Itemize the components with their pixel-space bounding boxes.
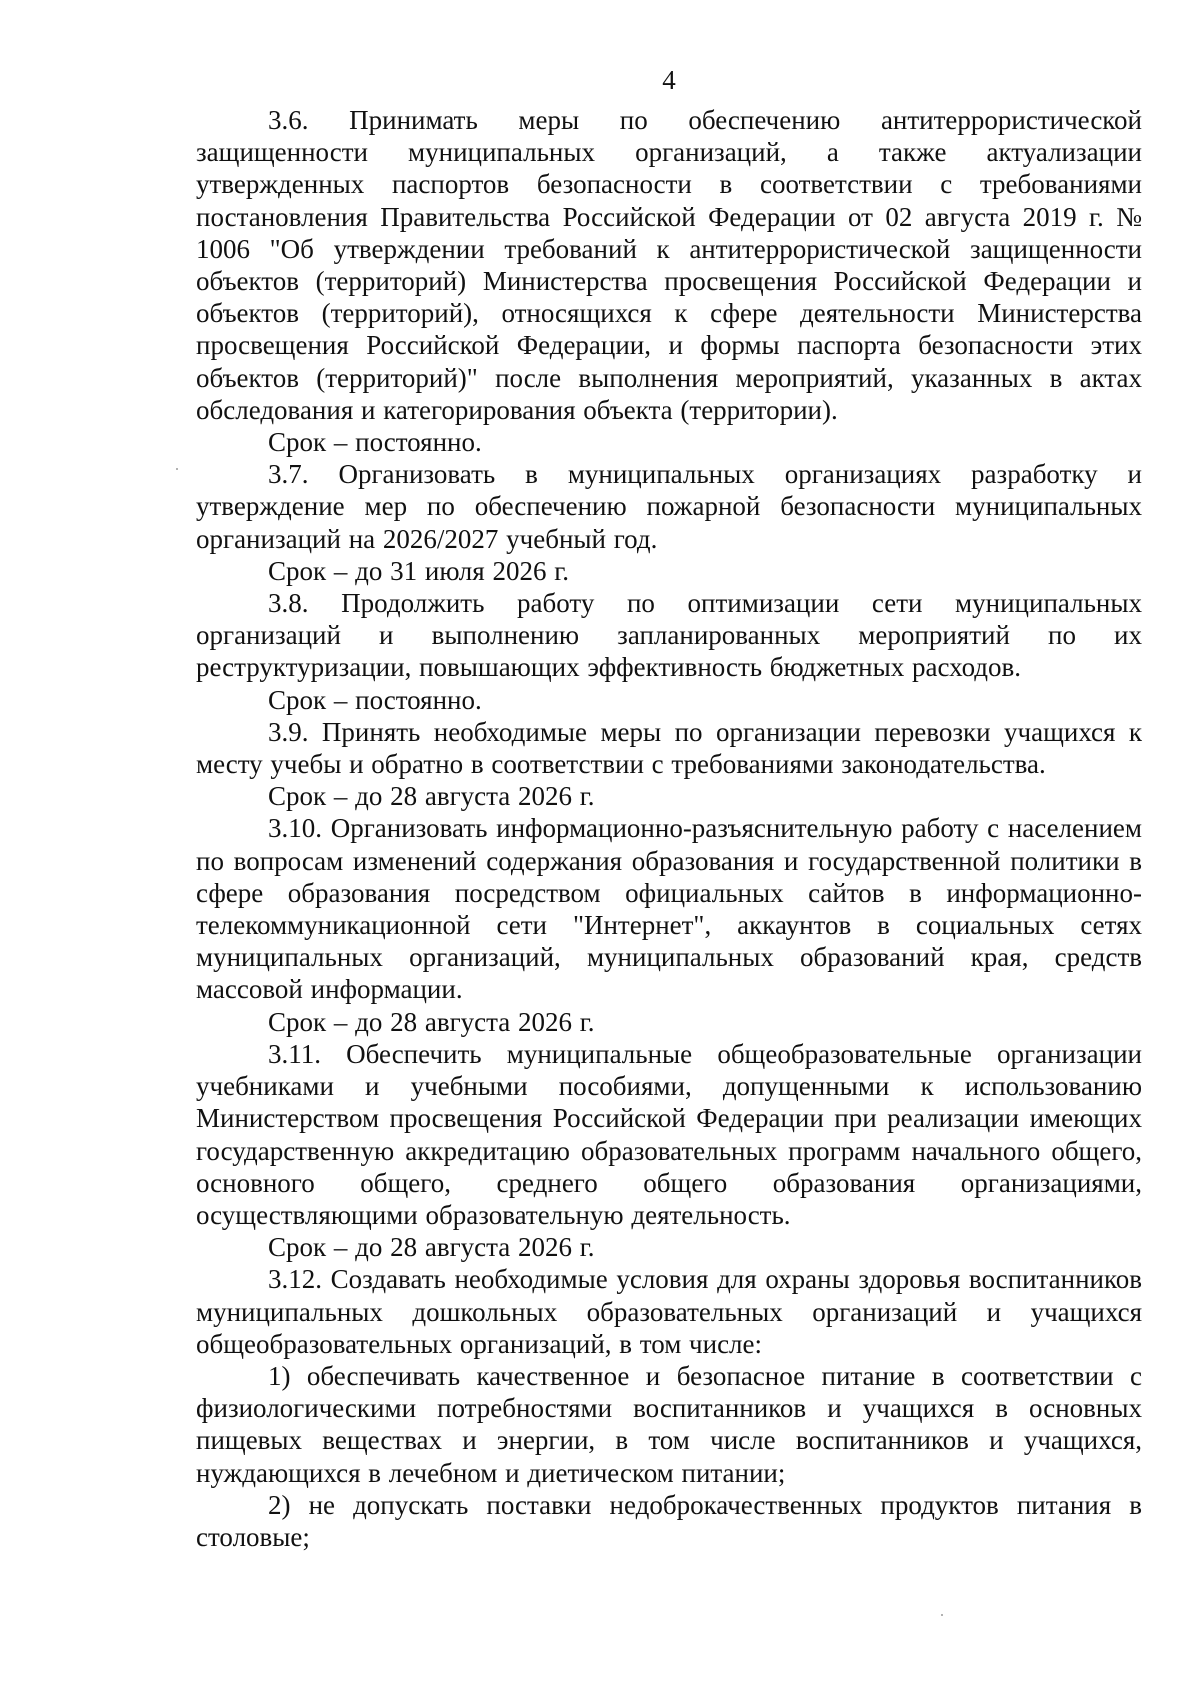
deadline-3-10: Срок – до 28 августа 2026 г. [268, 1006, 595, 1037]
scan-speck [176, 468, 178, 470]
deadline-3-7: Срок – до 31 июля 2026 г. [268, 555, 569, 586]
paragraph-3-8: 3.8. Продолжить работу по оптимизации сети муниципальных организаций и выполнению запланированных мероприятий по их реструктуризации, повышающих эффективность бюджетных расходов. [196, 588, 1142, 683]
paragraph-3-10: 3.10. Организовать информационно-разъяснительную работу с населением по вопросам изменений содержания образования и государственной политики в сфере образования посредством официальных сайтов в информационно-телекоммуникационной сети "Интернет", аккаунтов в социальных сетях муниципальных организаций, муниципальных образований края, средств массовой информации. [196, 813, 1142, 1005]
deadline-3-8: Срок – постоянно. [268, 684, 482, 715]
paragraph-3-6: 3.6. Принимать меры по обеспечению антитеррористической защищенности муниципальных организаций, а также актуализации утвержденных паспортов безопасности в соответствии с требованиями постановления Правительства Российской Федерации от 02 августа 2019 г. № 1006 "Об утверждении требований к антитеррористической защищенности объектов (территорий) Министерства просвещения Российской Федерации и объектов (территорий), относящихся к сфере деятельности Министерства просвещения Российской Федерации, и формы паспорта безопасности этих объектов (территорий)" после выполнения мероприятий, указанных в актах обследования и категорирования объекта (территории). [196, 105, 1142, 425]
paragraph-3-12: 3.12. Создавать необходимые условия для охраны здоровья воспитанников муниципальных дошкольных образовательных организаций и учащихся общеобразовательных организаций, в том числе: [196, 1264, 1142, 1359]
paragraph-3-9: 3.9. Принять необходимые меры по организации перевозки учащихся к месту учебы и обратно в соответствии с требованиями законодательства. [196, 716, 1142, 780]
deadline-3-6: Срок – постоянно. [268, 427, 482, 458]
page-number: 4 [662, 65, 676, 95]
paragraph-3-12-item-1: 1) обеспечивать качественное и безопасное питание в соответствии с физиологическими потребностями воспитанников и учащихся в основных пищевых веществах и энергии, в том числе воспитанников и учащихся, нуждающихся в лечебном и диетическом питании; [196, 1360, 1142, 1488]
deadline-3-9: Срок – до 28 августа 2026 г. [268, 781, 595, 812]
document-page [196, 58, 1142, 1553]
paragraph-3-11: 3.11. Обеспечить муниципальные общеобразовательные организации учебниками и учебными пособиями, допущенными к использованию Министерством просвещения Российской Федерации при реализации имеющих государственную аккредитацию образовательных программ начального общего, основного общего, среднего общего образования организациями, осуществляющими образовательную деятельность. [196, 1038, 1142, 1230]
paragraph-3-12-item-2: 2) не допускать поставки недоброкачественных продуктов питания в столовые; [196, 1489, 1142, 1552]
deadline-3-11: Срок – до 28 августа 2026 г. [268, 1232, 595, 1263]
paragraph-3-7: 3.7. Организовать в муниципальных организациях разработку и утверждение мер по обеспечению пожарной безопасности муниципальных организаций на 2026/2027 учебный год. [196, 459, 1142, 554]
scan-speck [941, 1614, 943, 1616]
